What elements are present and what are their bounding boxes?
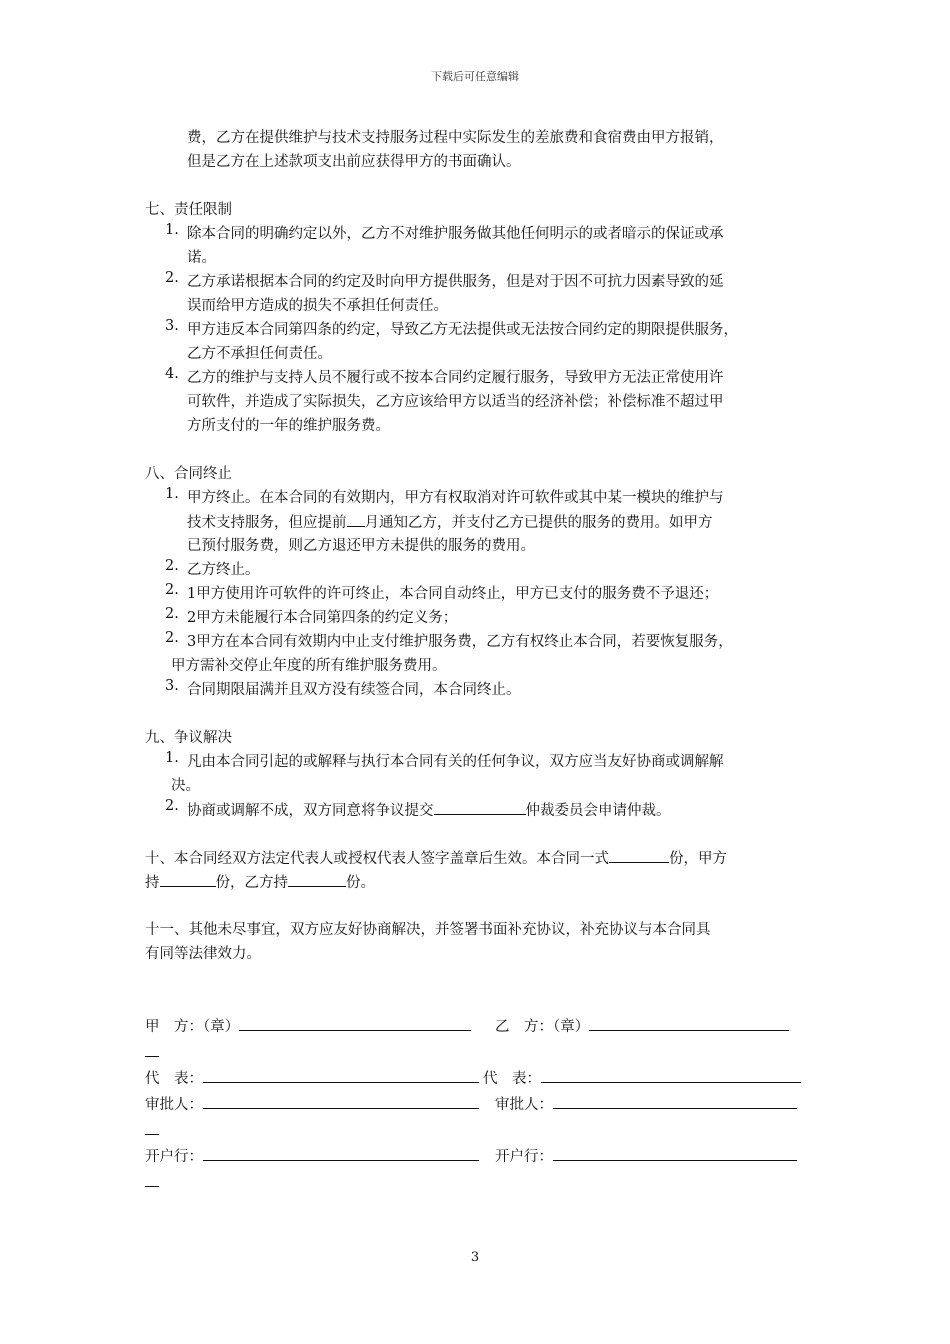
blank-field: [288, 870, 346, 887]
blank-field: [160, 870, 216, 887]
section-title-7: 七、责任限制: [145, 202, 232, 218]
clause-11-cont: 有同等法律效力。: [145, 946, 261, 962]
clause-10: 十、本合同经双方法定代表人或授权代表人签字盖章后生效。本合同一式 份，甲方: [145, 846, 810, 870]
clause-10-cont: 持 份，乙方持 份。: [145, 870, 810, 894]
blank-field: [434, 798, 526, 815]
blank-field: [347, 510, 365, 527]
list-item: 2. 乙方承诺根据本合同的约定及时向甲方提供服务，但是对于因不可抗力因素导致的延 误而给甲方造成的损失不承担任何责任。: [165, 270, 724, 314]
list-item: 2. 3甲方在本合同有效期内中止支付维护服务费，乙方有权终止本合同，若要恢复服务，: [165, 630, 733, 650]
signature-field[interactable]: [239, 1014, 471, 1031]
signature-field[interactable]: [553, 1092, 797, 1109]
list-item: 2. 1甲方使用许可软件的许可终止，本合同自动终止，甲方已支付的服务费不予退还；: [165, 582, 719, 602]
section-title-9: 九、争议解决: [145, 730, 232, 746]
paragraph-line: 费，乙方在提供维护与技术支持服务过程中实际发生的差旅费和食宿费由甲方报销，: [187, 130, 724, 146]
section-title-8: 八、合同终止: [145, 466, 232, 482]
list-item: 3. 合同期限届满并且双方没有续签合同，本合同终止。: [165, 678, 521, 698]
paragraph-line: 甲方需补交停止年度的所有维护服务费用。: [171, 658, 447, 674]
blank-field: [609, 846, 669, 863]
signature-row-bank: 开户行： 开户行：: [145, 1144, 810, 1170]
paragraph-line: 决。: [171, 778, 200, 794]
page-header: 下载后可任意编辑: [431, 70, 519, 83]
list-item: 2. 乙方终止。: [165, 558, 260, 578]
signature-field[interactable]: [203, 1092, 479, 1109]
signature-field[interactable]: [203, 1066, 479, 1083]
page-number: 3: [470, 1250, 480, 1265]
signature-field[interactable]: [203, 1144, 479, 1161]
list-item: 4. 乙方的维护与支持人员不履行或不按本合同约定履行服务，导致甲方无法正常使用许 可软件，并造成了实际损失，乙方应该给甲方以适当的经济补偿；补偿标准不超过甲 方所支付的一年的维护服务费。: [165, 366, 724, 434]
signature-row-approver: 审批人： 审批人：: [145, 1092, 810, 1118]
list-item: 2. 2甲方未能履行本合同第四条的约定义务；: [165, 606, 458, 626]
list-item: 1. 甲方终止。在本合同的有效期内，甲方有权取消对许可软件或其中某一模块的维护与 技术支持服务，但应提前 月通知乙方，并支付乙方已提供的服务的费用。如甲方 已预付服务费，则乙方退还甲方未提供的服务的费用。: [165, 486, 724, 554]
signature-row-party: 甲 方：（章） 乙 方：（章）: [145, 1014, 810, 1040]
signature-field[interactable]: [541, 1066, 801, 1083]
signature-field[interactable]: [589, 1014, 789, 1031]
list-item: 1. 除本合同的明确约定以外，乙方不对维护服务做其他任何明示的或者暗示的保证或承 诺。: [165, 222, 724, 266]
clause-11: 十一、其他未尽事宜，双方应友好协商解决，并签署书面补充协议，补充协议与本合同具: [145, 922, 711, 938]
signature-row-rep: 代 表： 代 表：: [145, 1066, 810, 1092]
list-item: 1. 凡由本合同引起的或解释与执行本合同有关的任何争议，双方应当友好协商或调解解: [165, 750, 724, 770]
document-body: [145, 126, 810, 1196]
signature-field[interactable]: [553, 1144, 797, 1161]
list-item: 3. 甲方违反本合同第四条的约定，导致乙方无法提供或无法按合同约定的期限提供服务， 乙方不承担任何责任。: [165, 318, 738, 362]
list-item: 2. 协商或调解不成，双方同意将争议提交 仲裁委员会申请仲裁。: [165, 798, 671, 819]
paragraph-line: 但是乙方在上述款项支出前应获得甲方的书面确认。: [187, 154, 521, 170]
